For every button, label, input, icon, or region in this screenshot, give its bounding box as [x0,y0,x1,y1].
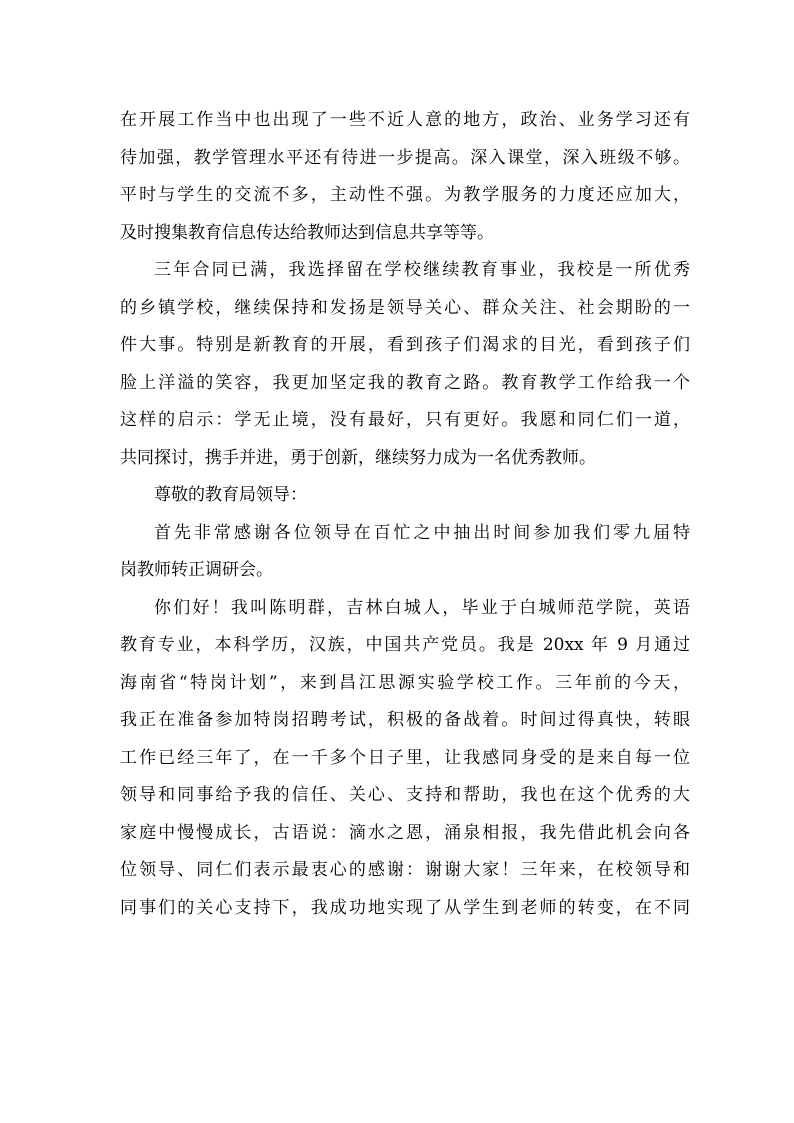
text-line: 的乡镇学校，继续保持和发扬是领导关心、群众关注、社会期盼的一 [120,297,690,318]
text-line: 同事们的关心支持下，我成功地实现了从学生到老师的转变，在不同 [120,897,690,918]
paragraph-first-line: 三年合同已满，我选择留在学校继续教育事业，我校是一所优秀 [154,260,690,280]
text-line: 教育专业，本科学历，汉族，中国共产党员。我是 20xx 年 9 月通过 [120,635,690,655]
text-line: 待加强，教学管理水平还有待进一步提高。深入课堂，深入班级不够。 [120,147,690,168]
text-line: 及时搜集教育信息传达给教师达到信息共享等等。 [120,222,494,243]
paragraph-first-line: 首先非常感谢各位领导在百忙之中抽出时间参加我们零九届特 [154,522,690,543]
text-line: 家庭中慢慢成长，古语说：滴水之恩，涌泉相报，我先借此机会向各 [120,822,690,843]
text-line: 领导和同事给予我的信任、关心、支持和帮助，我也在这个优秀的大 [120,785,690,805]
text-line: 脸上洋溢的笑容，我更加坚定我的教育之路。教育教学工作给我一个 [120,372,690,393]
text-line: 共同探讨，携手并进，勇于创新，继续努力成为一名优秀教师。 [120,447,596,468]
text-line: 我正在准备参加特岗招聘考试，积极的备战着。时间过得真快，转眼 [120,710,690,730]
text-line: 工作已经三年了，在一千多个日子里，让我感同身受的是来自每一位 [120,747,690,768]
paragraph-first-line: 尊敬的教育局领导： [154,485,307,505]
text-line: 岗教师转正调研会。 [120,560,273,580]
text-line: 平时与学生的交流不多，主动性不强。为教学服务的力度还应加大， [120,185,690,205]
text-line: 件大事。特别是新教育的开展，看到孩子们渴求的目光，看到孩子们 [120,335,690,355]
text-line: 海南省“特岗计划”，来到昌江思源实验学校工作。三年前的今天， [120,672,690,693]
text-line: 在开展工作当中也出现了一些不近人意的地方，政治、业务学习还有 [120,110,690,130]
document-body [120,102,690,927]
text-line: 位领导、同仁们表示最衷心的感谢：谢谢大家！三年来，在校领导和 [120,860,690,880]
text-line: 这样的启示：学无止境，没有最好，只有更好。我愿和同仁们一道， [120,410,690,430]
paragraph-first-line: 你们好！我叫陈明群，吉林白城人，毕业于白城师范学院，英语 [154,597,690,618]
